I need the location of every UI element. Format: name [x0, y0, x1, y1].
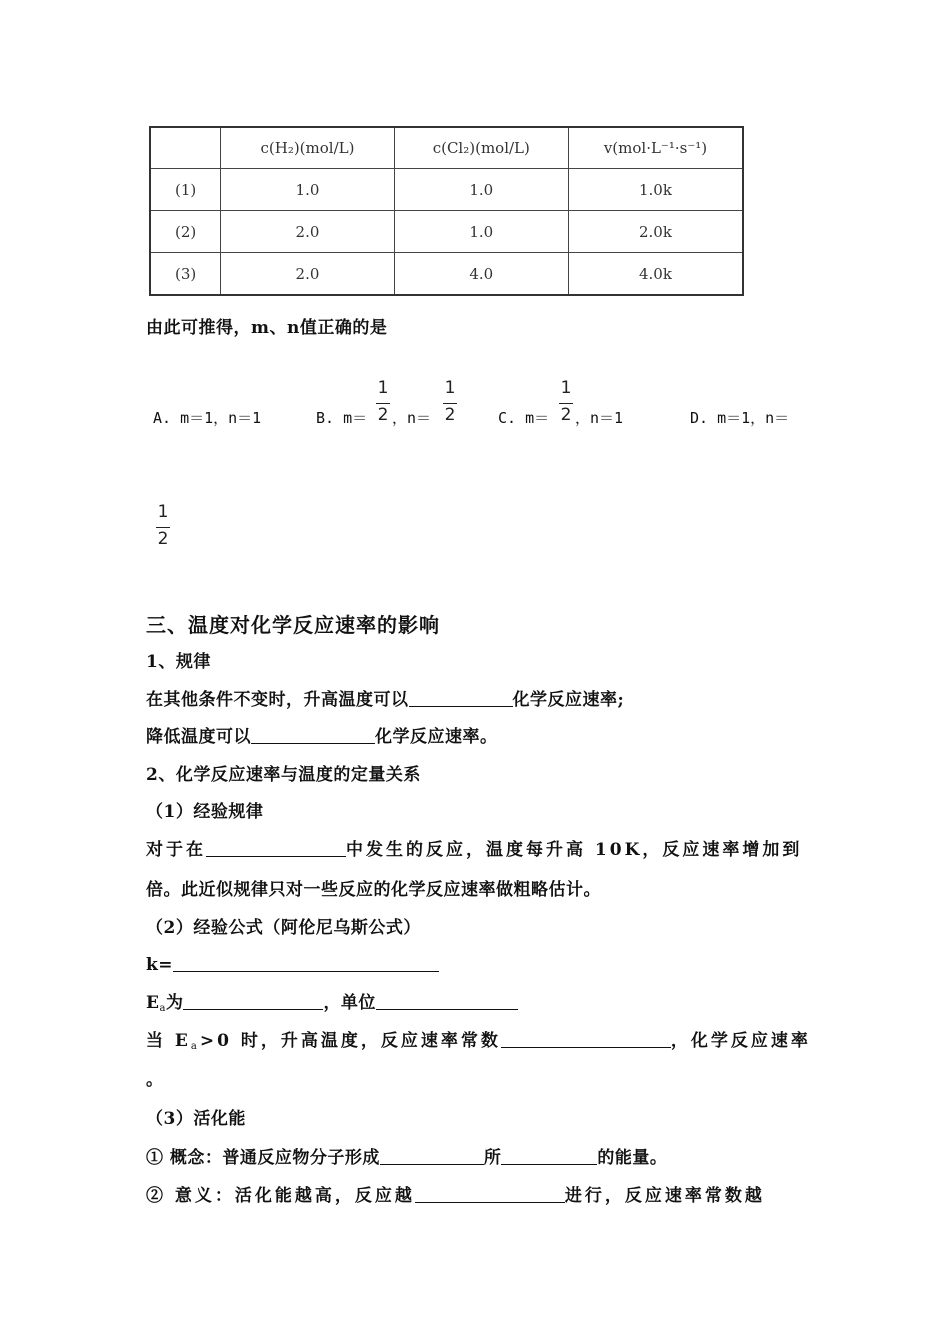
option-a: A. m＝1，n＝1 — [153, 409, 262, 427]
text-line — [146, 690, 624, 710]
table-cell: (2) — [150, 211, 221, 253]
table-cell: 1.0 — [394, 169, 568, 211]
text-segment: 所 — [483, 1148, 502, 1168]
table-cell: 2.0 — [221, 253, 394, 296]
text-segment: 对于在 — [146, 840, 206, 860]
question-text: 由此可推得，m、n值正确的是 — [146, 318, 388, 338]
text-segment: 当 E — [146, 1031, 191, 1051]
subsection-title: （3）活化能 — [146, 1109, 246, 1129]
text-line: 。 — [146, 1070, 164, 1090]
subscript: a — [159, 1003, 166, 1014]
text-segment: 的能量。 — [597, 1148, 668, 1168]
fraction-denominator: 2 — [377, 405, 389, 425]
text-segment: ② 意义：活化能越高，反应越 — [146, 1186, 415, 1206]
table-header-cell: v(mol·L⁻¹·s⁻¹) — [568, 127, 743, 169]
fill-in-blank[interactable] — [501, 1148, 597, 1165]
fill-in-blank[interactable] — [415, 1186, 565, 1203]
table-header-cell — [150, 127, 221, 169]
text-line — [146, 840, 802, 860]
fill-in-blank[interactable] — [206, 840, 346, 857]
subsection-title: 2、化学反应速率与温度的定量关系 — [146, 765, 421, 785]
table-cell: (3) — [150, 253, 221, 296]
text-segment: 中发生的反应，温度每升高 10K，反应速率增加到 — [346, 840, 803, 860]
fill-in-blank[interactable] — [380, 1148, 484, 1165]
table-row — [150, 169, 743, 211]
option-c-suffix: ，n＝1 — [575, 409, 624, 427]
text-segment: ，化学反应速率 — [670, 1031, 811, 1051]
text-segment: 在其他条件不变时，升高温度可以 — [146, 690, 409, 710]
table-cell: 2.0 — [221, 211, 394, 253]
table-header-cell: c(Cl₂)(mol/L) — [394, 127, 568, 169]
text-segment: 为 — [165, 993, 184, 1013]
text-segment: >0 时，升高温度，反应速率常数 — [199, 1031, 501, 1051]
text-segment: 化学反应速率; — [512, 690, 625, 710]
text-line — [146, 993, 518, 1019]
fill-in-blank[interactable] — [251, 727, 375, 744]
fraction-numerator: 1 — [560, 378, 572, 398]
subsection-title: 1、规律 — [146, 652, 211, 672]
text-line — [146, 1031, 811, 1057]
table-cell: 1.0 — [394, 211, 568, 253]
fill-in-blank[interactable] — [409, 690, 513, 707]
fraction-numerator: 1 — [444, 378, 456, 398]
table-row — [150, 253, 743, 296]
text-segment: 化学反应速率。 — [375, 727, 498, 747]
table-header-row — [150, 127, 743, 169]
fill-in-blank[interactable] — [183, 993, 323, 1010]
fraction-bar — [559, 403, 573, 404]
subsection-title: （2）经验公式（阿伦尼乌斯公式） — [146, 918, 421, 938]
fill-in-blank[interactable] — [376, 993, 518, 1010]
fill-in-blank[interactable] — [173, 955, 439, 972]
table-cell: 2.0k — [568, 211, 743, 253]
fraction-denominator: 2 — [157, 529, 169, 549]
text-segment: 进行，反应速率常数越 — [564, 1186, 765, 1206]
option-b-prefix: B. m＝ — [316, 409, 368, 427]
text-segment: ，单位 — [323, 993, 376, 1013]
text-line: 倍。此近似规律只对一些反应的化学反应速率做粗略估计。 — [146, 880, 601, 900]
section-heading: 三、温度对化学反应速率的影响 — [146, 613, 440, 637]
fraction-numerator: 1 — [377, 378, 389, 398]
text-segment: ① 概念：普通反应物分子形成 — [146, 1148, 380, 1168]
text-line — [146, 1186, 765, 1206]
option-b-mid: ，n＝ — [392, 409, 432, 427]
subscript: a — [190, 1041, 200, 1052]
subsection-title: （1）经验规律 — [146, 802, 264, 822]
fraction-bar — [376, 403, 390, 404]
table-row — [150, 211, 743, 253]
table-cell: 1.0k — [568, 169, 743, 211]
fraction-numerator: 1 — [157, 502, 169, 522]
option-c-prefix: C. m＝ — [498, 409, 550, 427]
text-line — [146, 955, 439, 975]
text-segment: 降低温度可以 — [146, 727, 251, 747]
text-segment: k= — [146, 955, 174, 975]
option-d: D. m＝1，n＝ — [690, 409, 790, 427]
table-header-cell: c(H₂)(mol/L) — [221, 127, 394, 169]
table-cell: 1.0 — [221, 169, 394, 211]
table-cell: 4.0 — [394, 253, 568, 296]
table-cell: (1) — [150, 169, 221, 211]
fraction-bar — [443, 403, 457, 404]
fraction-bar — [156, 527, 170, 528]
fill-in-blank[interactable] — [501, 1031, 671, 1048]
text-line — [146, 1148, 667, 1168]
table-cell: 4.0k — [568, 253, 743, 296]
rate-data-table — [149, 126, 744, 296]
text-segment: E — [146, 993, 160, 1013]
fraction-denominator: 2 — [444, 405, 456, 425]
fraction-denominator: 2 — [560, 405, 572, 425]
text-line — [146, 727, 498, 747]
